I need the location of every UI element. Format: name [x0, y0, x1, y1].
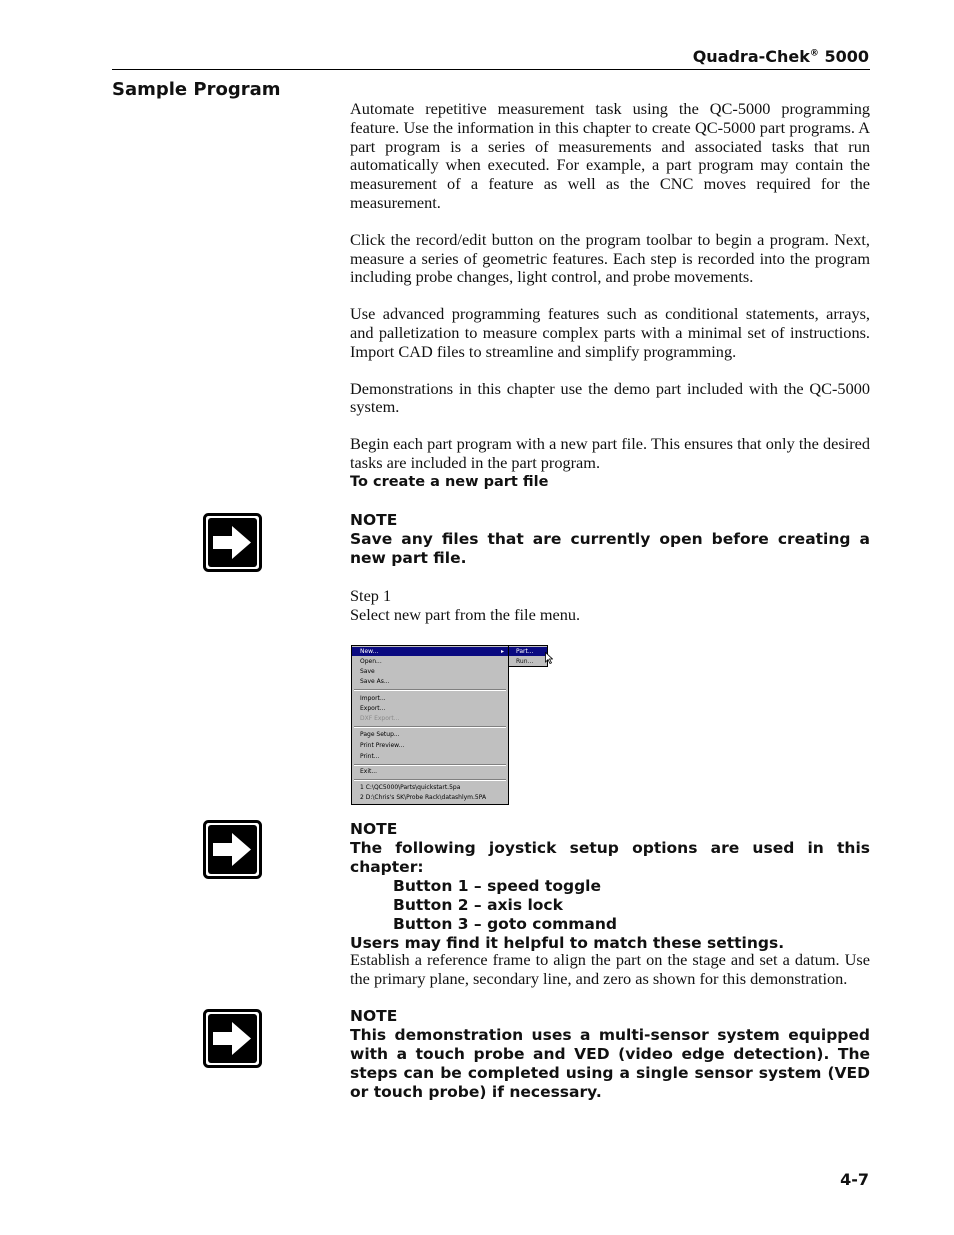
menu-separator: [354, 726, 506, 728]
joystick-button-2: Button 2 – axis lock: [393, 896, 563, 914]
new-submenu: [508, 645, 548, 667]
header-title: Quadra-Chek: [692, 47, 810, 66]
step-1: [350, 587, 870, 625]
running-header: [693, 47, 869, 66]
menu-separator: [354, 689, 506, 691]
submenu-item-run[interactable]: Run...: [516, 658, 534, 665]
joystick-button-3: Button 3 – goto command: [393, 915, 618, 933]
note-text: Save any files that are currently open before creating a new part file.: [350, 530, 870, 567]
menu-item-dxf-export: DXF Export...: [360, 715, 400, 722]
note-2: [350, 820, 870, 953]
menu-separator: [354, 764, 506, 766]
menu-item-save-as[interactable]: Save As...: [360, 678, 390, 685]
menu-item-import[interactable]: Import...: [360, 695, 386, 702]
submenu-item-part[interactable]: Part...: [509, 647, 547, 656]
menu-item-recent-2[interactable]: 2 D:\Chris's SK\Probe Rack\datashlym.5PA: [360, 794, 487, 801]
header-model: 5000: [818, 47, 869, 66]
note-label: NOTE: [350, 511, 398, 529]
paragraph: Establish a reference frame to align the part on the stage and set a datum. Use the primary plane, secondary line, and zero as shown for this demonstration.: [350, 950, 870, 988]
menu-item-recent-1[interactable]: 1 C:\QC5000\Parts\quickstart.5pa: [360, 784, 461, 791]
menu-item-page-setup[interactable]: Page Setup...: [360, 731, 400, 738]
menu-item-save[interactable]: Save: [360, 668, 375, 675]
note-arrow-icon: [203, 820, 262, 879]
paragraph: Automate repetitive measurement task using the QC-5000 programming feature. Use the information in this chapter to create QC-5000 part programs. A part program is a series of measurements and associated tasks that run automatically when executed. For example, a part program may contain the measurement of a feature as well as the CNC moves required for the measurement.: [350, 99, 870, 212]
reference-frame-text: [350, 951, 870, 989]
note-arrow-icon: [203, 513, 262, 572]
note-label: NOTE: [350, 820, 398, 838]
step-text: Select new part from the file menu.: [350, 604, 581, 624]
menu-item-exit[interactable]: Exit...: [360, 768, 378, 775]
header-rule: [112, 69, 870, 70]
menu-item-export[interactable]: Export...: [360, 705, 386, 712]
file-menu: [351, 645, 509, 805]
paragraph: Demonstrations in this chapter use the demo part included with the QC-5000 system.: [350, 378, 870, 417]
mouse-cursor-icon: [545, 652, 553, 664]
page-number: 4-7: [840, 1170, 869, 1189]
note-label: NOTE: [350, 1007, 398, 1025]
note-text: The following joystick setup options are used in this chapter:: [350, 839, 870, 876]
joystick-button-1: Button 1 – speed toggle: [393, 877, 601, 895]
paragraph: Click the record/edit button on the program toolbar to begin a program. Next, measure a series of geometric features. Each step is recorded into the program including probe changes, light control, and probe movements.: [350, 229, 870, 287]
menu-separator: [354, 779, 506, 781]
menu-item-new[interactable]: New... ▸: [352, 647, 508, 656]
section-title: Sample Program: [112, 79, 281, 100]
note-3: [350, 1007, 870, 1102]
intro-text: [350, 100, 870, 473]
note-arrow-icon: [203, 1009, 262, 1068]
paragraph: Use advanced programming features such as conditional statements, arrays, and palletization to measure complex parts with a minimal set of instructions. Import CAD files to streamline and simplify programming.: [350, 304, 870, 361]
menu-item-print-preview[interactable]: Print Preview...: [360, 742, 405, 749]
paragraph: Begin each part program with a new part file. This ensures that only the desired tasks are included in the part program.: [350, 434, 870, 472]
menu-item-open[interactable]: Open...: [360, 658, 382, 665]
note-1: [350, 511, 870, 568]
subheading: To create a new part file: [350, 474, 549, 490]
submenu-arrow-icon: ▸: [500, 648, 504, 655]
note-text: This demonstration uses a multi-sensor system equipped with a touch probe and VED (video edge detection). The steps can be completed using a single sensor system (VED or touch probe) if necessary.: [350, 1026, 870, 1101]
step-label: Step 1: [350, 586, 392, 605]
note-text: Users may find it helpful to match these settings.: [350, 934, 785, 952]
registered-mark: ®: [809, 48, 819, 59]
menu-item-print[interactable]: Print...: [360, 753, 380, 760]
